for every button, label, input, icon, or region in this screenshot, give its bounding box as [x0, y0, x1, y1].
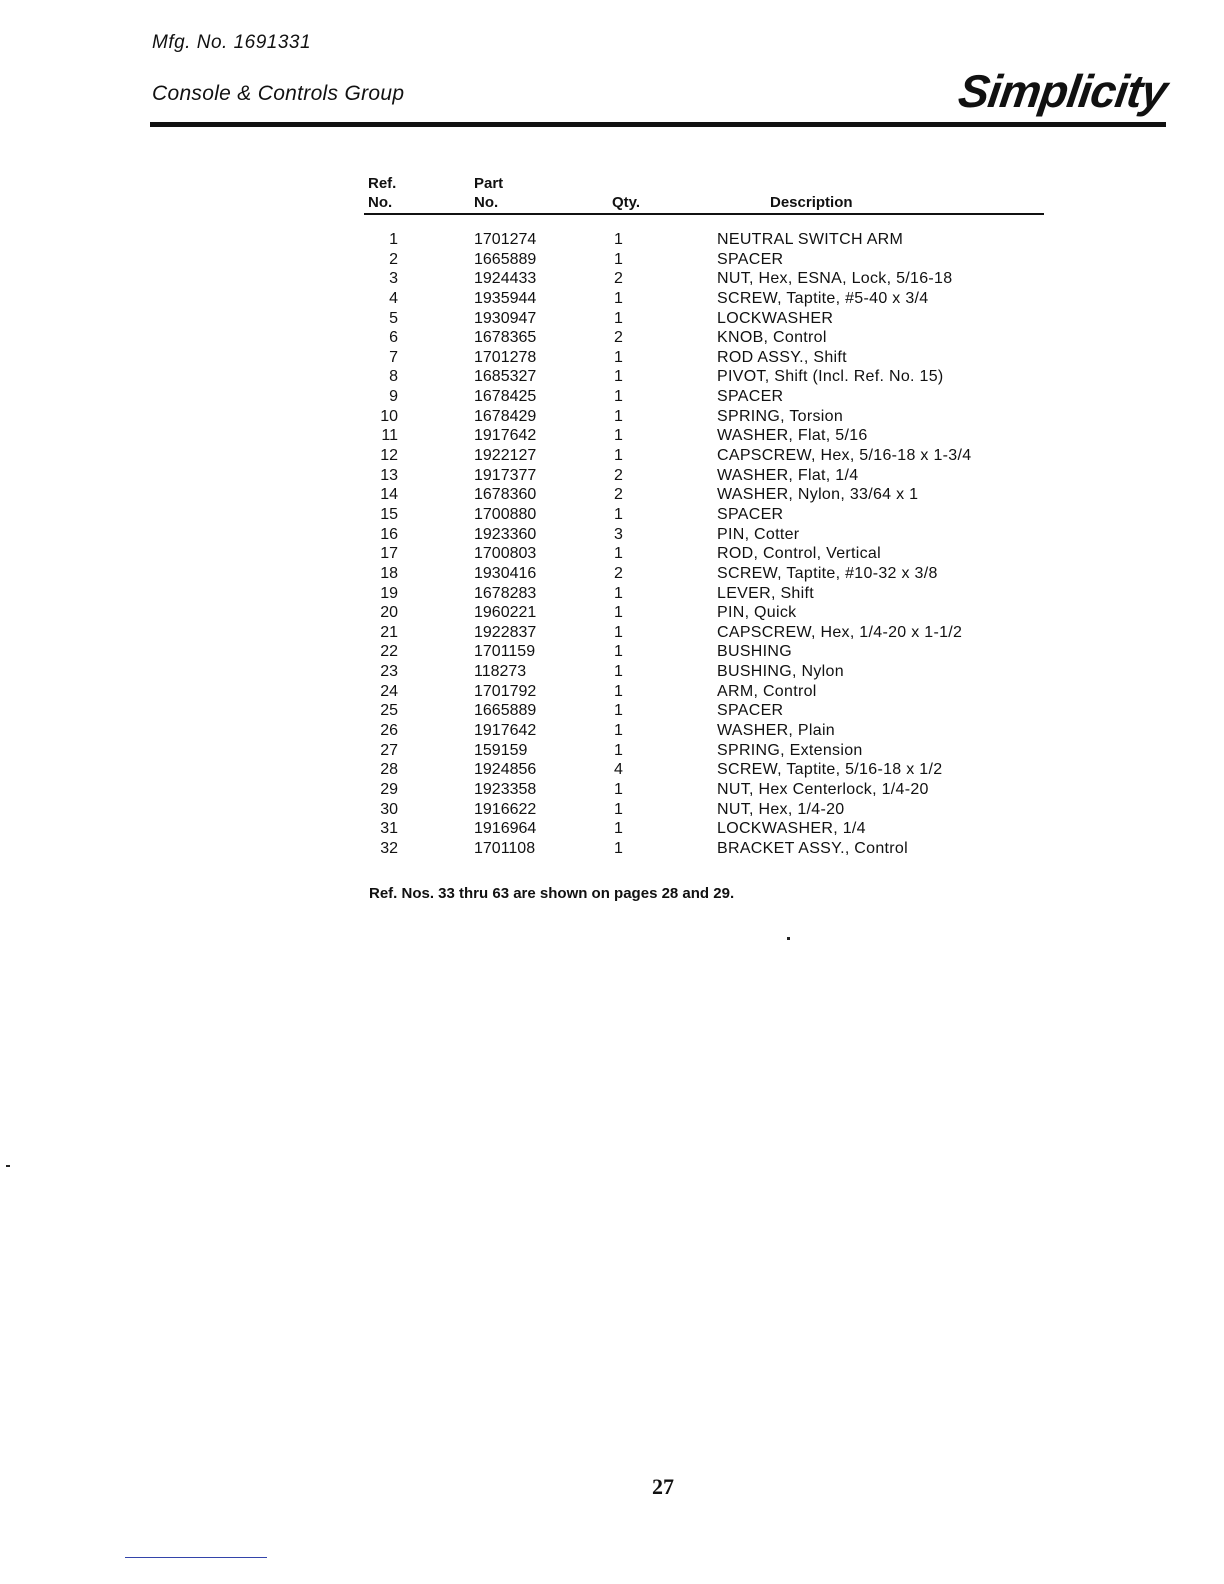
ref-number: 11	[381, 427, 398, 445]
quantity: 1	[614, 368, 623, 386]
table-row	[364, 367, 1044, 387]
description: WASHER, Flat, 1/4	[717, 466, 859, 484]
description: SPACER	[717, 702, 784, 720]
description: LOCKWASHER, 1/4	[717, 820, 866, 838]
description: ARM, Control	[717, 682, 817, 700]
table-row	[364, 328, 1044, 348]
part-number: 118273	[474, 663, 527, 681]
quantity: 1	[614, 545, 623, 563]
part-number: 1930416	[474, 564, 537, 582]
ref-number: 22	[380, 643, 398, 661]
part-number: 1665889	[474, 702, 537, 720]
description: BUSHING	[717, 643, 792, 661]
table-row	[364, 780, 1044, 800]
description: NUT, Hex, 1/4-20	[717, 800, 845, 818]
ref-number: 1	[389, 231, 398, 248]
part-number: 1665889	[474, 250, 537, 268]
quantity: 1	[614, 839, 623, 857]
description: SPACER	[717, 388, 784, 406]
ref-number: 16	[380, 525, 398, 543]
part-number: 1701159	[474, 643, 536, 661]
part-number: 1700803	[474, 545, 537, 563]
ref-number: 24	[380, 682, 398, 700]
quantity: 1	[614, 584, 623, 602]
part-number: 1678360	[474, 486, 537, 504]
description: NUT, Hex, ESNA, Lock, 5/16-18	[717, 270, 953, 288]
part-number: 1923358	[474, 780, 537, 798]
description: WASHER, Flat, 5/16	[717, 427, 868, 445]
table-row	[364, 544, 1044, 564]
quantity: 2	[614, 466, 623, 484]
description: WASHER, Nylon, 33/64 x 1	[717, 486, 919, 504]
parts-list	[364, 230, 1044, 859]
ref-number: 27	[380, 741, 398, 759]
part-number: 1960221	[474, 604, 537, 622]
description: KNOB, Control	[717, 329, 827, 347]
quantity: 1	[614, 780, 623, 798]
quantity: 1	[614, 289, 623, 307]
ref-number: 4	[389, 289, 398, 307]
quantity: 1	[614, 741, 623, 759]
quantity: 1	[614, 702, 623, 720]
header-ref-line2: No.	[368, 194, 393, 211]
ref-number: 3	[389, 270, 398, 288]
quantity: 1	[614, 663, 623, 681]
description: WASHER, Plain	[717, 722, 836, 740]
quantity: 1	[614, 623, 623, 641]
quantity: 1	[614, 604, 623, 622]
page-number: 27	[652, 1474, 674, 1499]
quantity: 1	[614, 231, 623, 248]
header-ref-line1: Ref.	[368, 175, 397, 192]
description: PIN, Quick	[717, 604, 797, 622]
table-row	[364, 466, 1044, 486]
table-row	[364, 485, 1044, 505]
quantity: 1	[614, 682, 623, 700]
quantity: 1	[614, 250, 623, 268]
ref-number: 9	[389, 388, 398, 406]
brand-logo: Simplicity	[955, 65, 1170, 117]
description: BRACKET ASSY., Control	[717, 839, 908, 857]
header-description: Description	[770, 194, 853, 211]
quantity: 1	[614, 722, 623, 740]
ref-number: 15	[380, 505, 398, 523]
quantity: 1	[614, 505, 623, 523]
description: CAPSCREW, Hex, 5/16-18 x 1-3/4	[717, 447, 972, 465]
description: SPACER	[717, 505, 784, 523]
quantity: 2	[614, 270, 623, 288]
part-number: 1923360	[474, 525, 537, 543]
ref-number: 13	[380, 466, 398, 484]
part-number: 1935944	[474, 289, 537, 307]
description: SPRING, Extension	[717, 741, 863, 759]
table-row	[364, 819, 1044, 839]
part-number: 1685327	[474, 368, 537, 386]
table-row	[364, 623, 1044, 643]
bottom-line	[125, 1557, 267, 1558]
table-row	[364, 662, 1044, 682]
table-row	[364, 348, 1044, 368]
table-row	[364, 603, 1044, 623]
part-number: 1701274	[474, 231, 537, 248]
part-number: 1678365	[474, 329, 537, 347]
description: SPRING, Torsion	[717, 407, 844, 425]
quantity: 1	[614, 820, 623, 838]
header-part-line1: Part	[474, 175, 504, 192]
description: SCREW, Taptite, 5/16-18 x 1/2	[717, 761, 943, 779]
part-number: 1678425	[474, 388, 537, 406]
part-number: 1700880	[474, 505, 537, 523]
ref-number: 23	[380, 663, 398, 681]
part-number: 1678283	[474, 584, 537, 602]
table-row	[364, 505, 1044, 525]
ref-number: 6	[389, 329, 398, 347]
ref-number: 19	[380, 584, 398, 602]
part-number: 1678429	[474, 407, 537, 425]
description: ROD ASSY., Shift	[717, 348, 847, 366]
quantity: 1	[614, 348, 623, 366]
table-row	[364, 760, 1044, 780]
description: SCREW, Taptite, #10-32 x 3/8	[717, 564, 938, 582]
speck-mark	[787, 937, 790, 940]
part-number: 1917642	[474, 427, 537, 445]
table-row	[364, 230, 1044, 250]
table-row	[364, 701, 1044, 721]
header-part	[474, 174, 503, 212]
part-number: 1916622	[474, 800, 537, 818]
header-underline	[364, 213, 1044, 215]
part-number: 159159	[474, 741, 528, 759]
quantity: 2	[614, 486, 623, 504]
group-title: Console & Controls Group	[152, 82, 405, 105]
mfg-number: Mfg. No. 1691331	[152, 32, 312, 53]
ref-number: 30	[380, 800, 398, 818]
part-number: 1924433	[474, 270, 537, 288]
quantity: 1	[614, 309, 623, 327]
table-row	[364, 289, 1044, 309]
table-row	[364, 525, 1044, 545]
table-row	[364, 682, 1044, 702]
ref-number: 29	[380, 780, 398, 798]
ref-number: 32	[380, 839, 398, 857]
table-row	[364, 426, 1044, 446]
header-qty: Qty.	[612, 194, 641, 211]
ref-number: 2	[389, 250, 398, 268]
description: ROD, Control, Vertical	[717, 545, 881, 563]
table-row	[364, 564, 1044, 584]
table-row	[364, 407, 1044, 427]
quantity: 1	[614, 407, 623, 425]
table-row	[364, 269, 1044, 289]
ref-number: 8	[389, 368, 398, 386]
quantity: 3	[614, 525, 623, 543]
ref-number: 7	[389, 348, 398, 366]
ref-number: 12	[380, 447, 398, 465]
description: BUSHING, Nylon	[717, 663, 844, 681]
ref-number: 20	[380, 604, 398, 622]
table-row	[364, 741, 1044, 761]
table-row	[364, 446, 1044, 466]
ref-number: 14	[380, 486, 398, 504]
description: NEUTRAL SWITCH ARM	[717, 231, 904, 248]
part-number: 1924856	[474, 761, 537, 779]
part-number: 1701278	[474, 348, 537, 366]
footnote: Ref. Nos. 33 thru 63 are shown on pages 28 and 29.	[369, 885, 735, 902]
part-number: 1922837	[474, 623, 537, 641]
ref-number: 25	[380, 702, 398, 720]
part-number: 1917642	[474, 722, 537, 740]
part-number: 1916964	[474, 820, 537, 838]
quantity: 2	[614, 329, 623, 347]
description: LEVER, Shift	[717, 584, 814, 602]
table-row	[364, 584, 1044, 604]
table-row	[364, 642, 1044, 662]
ref-number: 5	[389, 309, 398, 327]
description: SPACER	[717, 250, 784, 268]
ref-number: 10	[380, 407, 398, 425]
ref-number: 18	[380, 564, 398, 582]
table-row	[364, 250, 1044, 270]
description: PIVOT, Shift (Incl. Ref. No. 15)	[717, 368, 944, 386]
quantity: 1	[614, 643, 623, 661]
quantity: 4	[614, 761, 623, 779]
table-row	[364, 839, 1044, 859]
description: SCREW, Taptite, #5-40 x 3/4	[717, 289, 929, 307]
quantity: 1	[614, 427, 623, 445]
part-number: 1922127	[474, 447, 537, 465]
description: NUT, Hex Centerlock, 1/4-20	[717, 780, 929, 798]
header-part-line2: No.	[474, 194, 499, 211]
part-number: 1701108	[474, 839, 536, 857]
header-rule	[150, 122, 1166, 127]
ref-number: 26	[380, 722, 398, 740]
description: LOCKWASHER	[717, 309, 834, 327]
ref-number: 21	[380, 623, 398, 641]
quantity: 1	[614, 447, 623, 465]
description: CAPSCREW, Hex, 1/4-20 x 1-1/2	[717, 623, 963, 641]
quantity: 1	[614, 800, 623, 818]
table-row	[364, 721, 1044, 741]
header-ref	[368, 174, 396, 212]
table-row	[364, 387, 1044, 407]
description: PIN, Cotter	[717, 525, 800, 543]
ref-number: 17	[380, 545, 398, 563]
speck-mark	[6, 1165, 10, 1167]
table-row	[364, 800, 1044, 820]
part-number: 1917377	[474, 466, 537, 484]
quantity: 1	[614, 388, 623, 406]
part-number: 1930947	[474, 309, 537, 327]
table-row	[364, 309, 1044, 329]
quantity: 2	[614, 564, 623, 582]
part-number: 1701792	[474, 682, 537, 700]
ref-number: 28	[380, 761, 398, 779]
ref-number: 31	[380, 820, 398, 838]
